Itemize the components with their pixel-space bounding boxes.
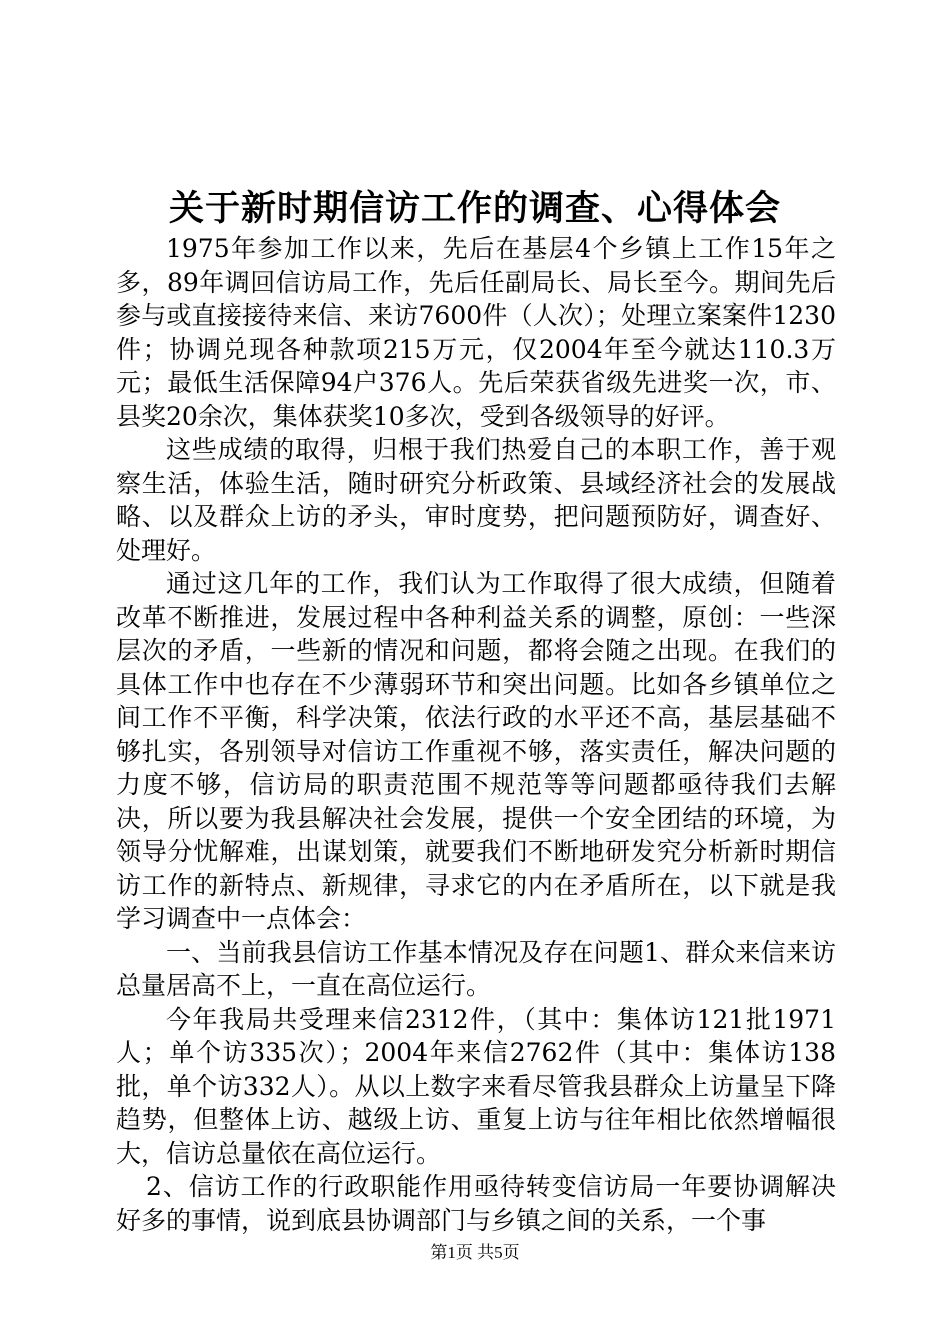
paragraph: 一、当前我县信访工作基本情况及存在问题1、群众来信来访总量居高不上，一直在高位运行。 [116,937,836,1000]
paragraph: 1975年参加工作以来，先后在基层4个乡镇上工作15年之多，89年调回信访局工作，先后任副局长、局长至今。期间先后参与或直接接待来信、来访7600件（人次）；处理立案案件1230件；协调兑现各种款项215万元，仅2004年至今就达110.3万元；最低生活保障94户376人。先后荣获省级先进奖一次，市、县奖20余次，集体获奖10多次，受到各级领导的好评。 [116,234,836,431]
document-title: 关于新时期信访工作的调查、心得体会 [168,188,781,229]
paragraph: 通过这几年的工作，我们认为工作取得了很大成绩，但随着改革不断推进，发展过程中各种利益关系的调整，原创：一些深层次的矛盾，一些新的情况和问题，都将会随之出现。在我们的具体工作中也存在不少薄弱环节和突出问题。比如各乡镇单位之间工作不平衡，科学决策，依法行政的水平还不高，基层基础不够扎实，各别领导对信访工作重视不够，落实责任，解决问题的力度不够，信访局的职责范围不规范等等问题都亟待我们去解决，所以要为我县解决社会发展，提供一个安全团结的环境，为领导分忧解难，出谋划策，就要我们不断地研发究分析新时期信访工作的新特点、新规律，寻求它的内在矛盾所在，以下就是我学习调查中一点体会： [116,569,836,933]
paragraph: 这些成绩的取得，归根于我们热爱自己的本职工作，善于观察生活，体验生活，随时研究分析政策、县域经济社会的发展战略、以及群众上访的矛头，审时度势，把问题预防好，调查好、处理好。 [116,435,836,565]
document-body [116,232,836,1237]
paragraph: 2、信访工作的行政职能作用亟待转变信访局一年要协调解决好多的事情，说到底县协调部门与乡镇之间的关系，一个事 [116,1172,836,1235]
page-number-footer: 第1页 共5页 [430,1243,520,1262]
paragraph: 今年我局共受理来信2312件，（其中：集体访121批1971人；单个访335次）；2004年来信2762件（其中：集体访138批，单个访332人）。从以上数字来看尽管我县群众上访量呈下降趋势，但整体上访、越级上访、重复上访与往年相比依然增幅很大，信访总量依在高位运行。 [116,1004,836,1168]
